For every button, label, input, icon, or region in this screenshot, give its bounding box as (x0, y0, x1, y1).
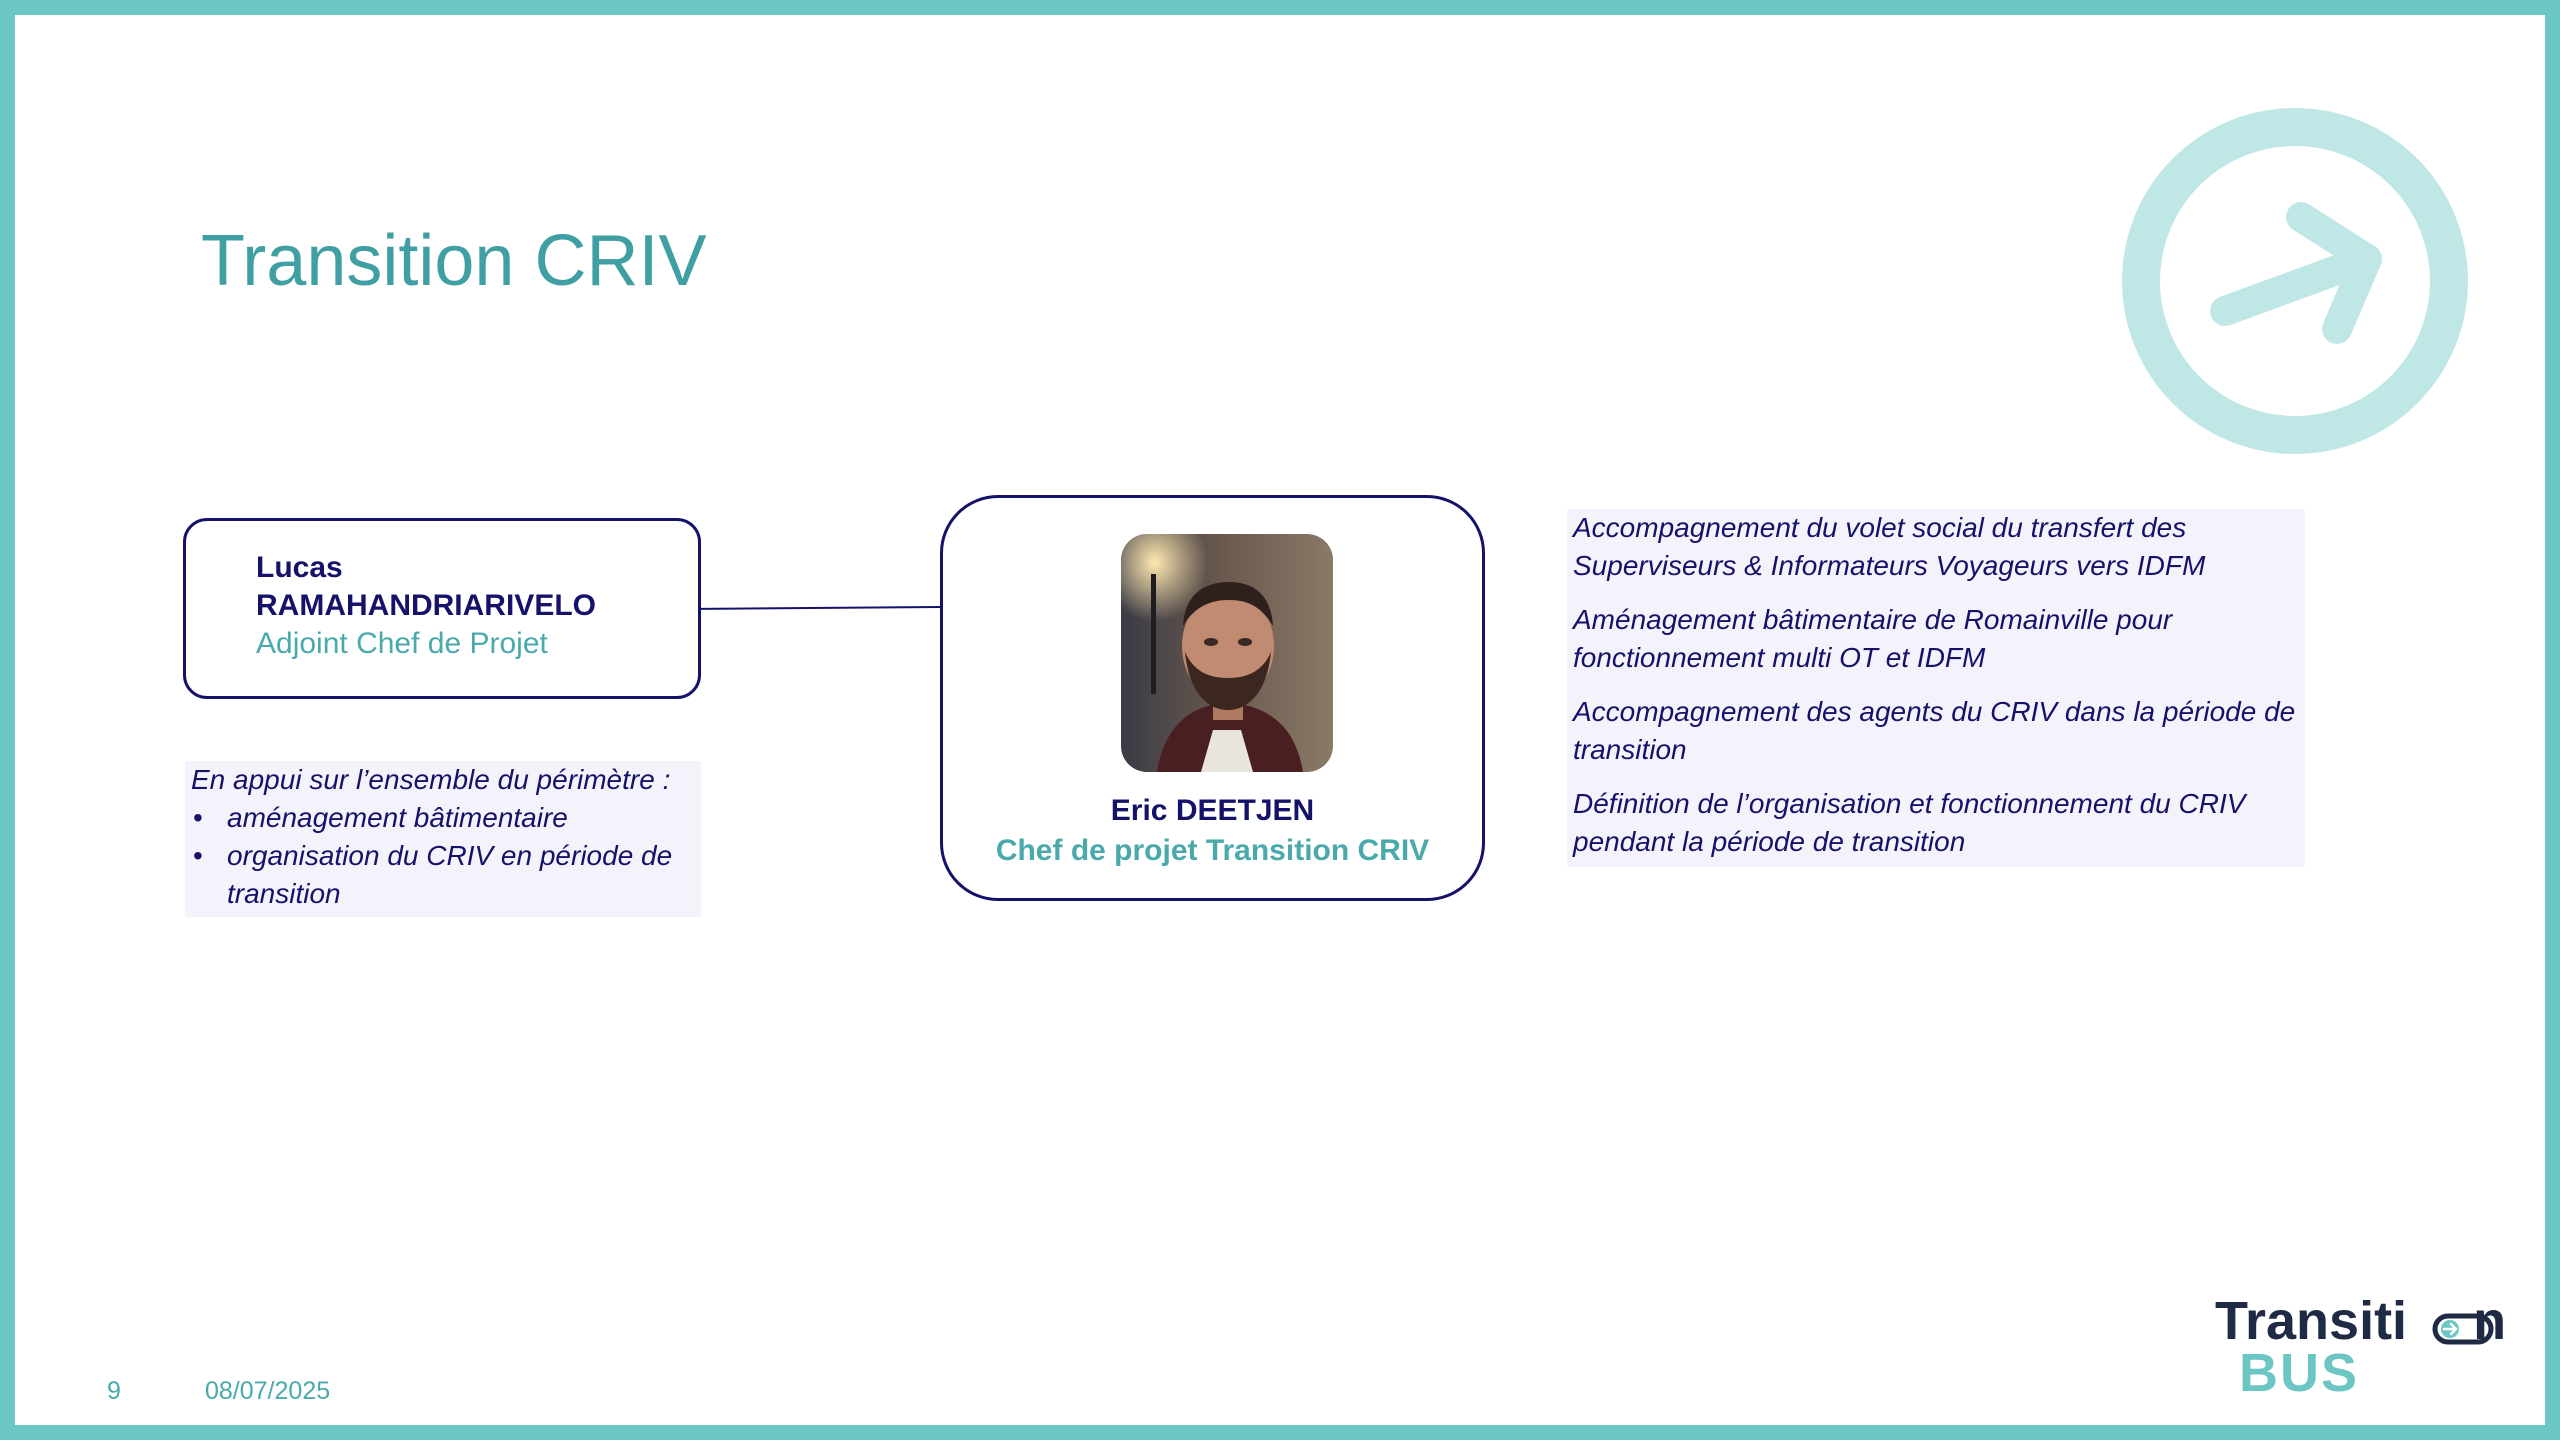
logo-text-end: n (2473, 1291, 2507, 1351)
support-scope-panel (185, 761, 701, 917)
page-title: Transition CRIV (201, 221, 707, 301)
adjoint-last-name: RAMAHANDRIARIVELO (256, 589, 596, 622)
transition-bus-logo (2215, 1291, 2525, 1401)
slide-date: 08/07/2025 (205, 1377, 331, 1405)
missions-panel (1567, 509, 2305, 867)
logo-text-start: Transiti (2215, 1291, 2408, 1351)
mission-item: Aménagement bâtimentaire de Romainville pour fonctionnement multi OT et IDFM (1573, 604, 2173, 673)
adjoint-name (256, 549, 596, 625)
support-item: • organisation du CRIV en période de transition (191, 837, 695, 913)
support-list (191, 799, 695, 913)
chef-name: Eric DEETJEN (1110, 794, 1315, 827)
chef-photo (1121, 534, 1333, 772)
mission-item: Accompagnement des agents du CRIV dans la période de transition (1573, 696, 2296, 765)
support-intro: En appui sur l’ensemble du périmètre : (191, 764, 671, 795)
arrow-circle-icon (2115, 101, 2475, 461)
adjoint-first-name: Lucas (256, 551, 343, 584)
adjoint-card (183, 518, 701, 699)
logo-line-2: BUS (2239, 1343, 2360, 1403)
page-number: 9 (107, 1377, 121, 1405)
mission-item: Définition de l’organisation et fonctionnement du CRIV pendant la période de transition (1573, 788, 2246, 857)
chef-card (940, 495, 1485, 901)
arrow-o-icon (2432, 1313, 2514, 1345)
support-item: • aménagement bâtimentaire (191, 799, 695, 837)
adjoint-role: Adjoint Chef de Projet (256, 627, 548, 660)
chef-role: Chef de projet Transition CRIV (995, 834, 1430, 867)
mission-item: Accompagnement du volet social du transfert des Superviseurs & Informateurs Voyageurs vers IDFM (1573, 512, 2206, 581)
